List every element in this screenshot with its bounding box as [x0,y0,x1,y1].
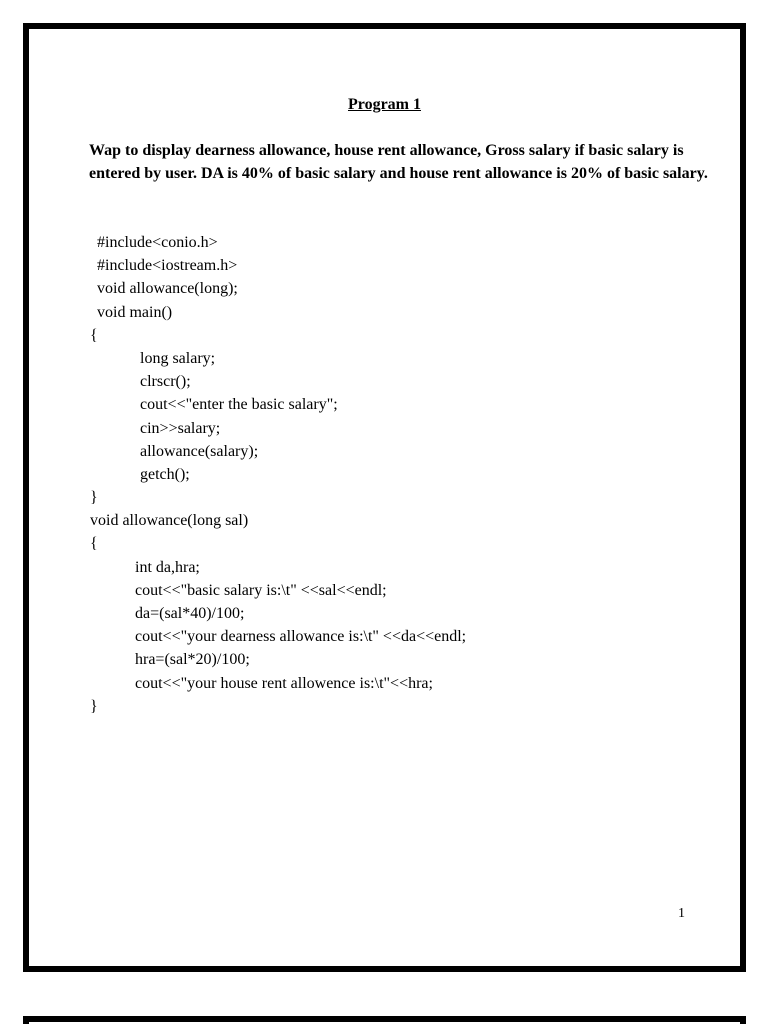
next-page-edge [23,1016,746,1024]
code-line: #include<iostream.h> [93,257,238,275]
code-line: void allowance(long); [93,280,238,298]
code-line: void allowance(long sal) [90,512,249,530]
code-line: getch(); [140,465,190,483]
code-line: da=(sal*40)/100; [135,605,245,622]
code-line: #include<conio.h> [93,234,218,251]
question-text: Wap to display dearness allowance, house rent allowance, Gross salary if basic salary is entered by user. DA is 40% of basic salary and house rent allowance is 20% of basic salary. [89,142,708,182]
code-listing [90,231,466,718]
code-line: allowance(salary); [140,442,259,460]
page-number: 1 [678,906,685,921]
document-page [23,23,746,972]
code-line: cout<<"your house rent allowence is:\t"<<hra; [135,674,433,692]
code-line: cout<<"your dearness allowance is:\t" <<da<<endl; [135,628,467,646]
code-line: } [90,697,98,715]
code-line: hra=(sal*20)/100; [135,651,250,669]
code-line: cout<<"enter the basic salary"; [140,396,338,414]
code-line: clrscr(); [140,373,191,391]
program-title: Program 1 [347,96,421,113]
code-line: cout<<"basic salary is:\t" <<sal<<endl; [135,581,387,599]
code-line: { [90,326,98,344]
code-line: long salary; [140,349,216,367]
code-line: int da,hra; [135,558,200,576]
code-line: } [90,489,98,507]
code-line: cin>>salary; [140,419,221,437]
code-line: void main() [93,303,173,321]
code-line: { [90,535,98,553]
